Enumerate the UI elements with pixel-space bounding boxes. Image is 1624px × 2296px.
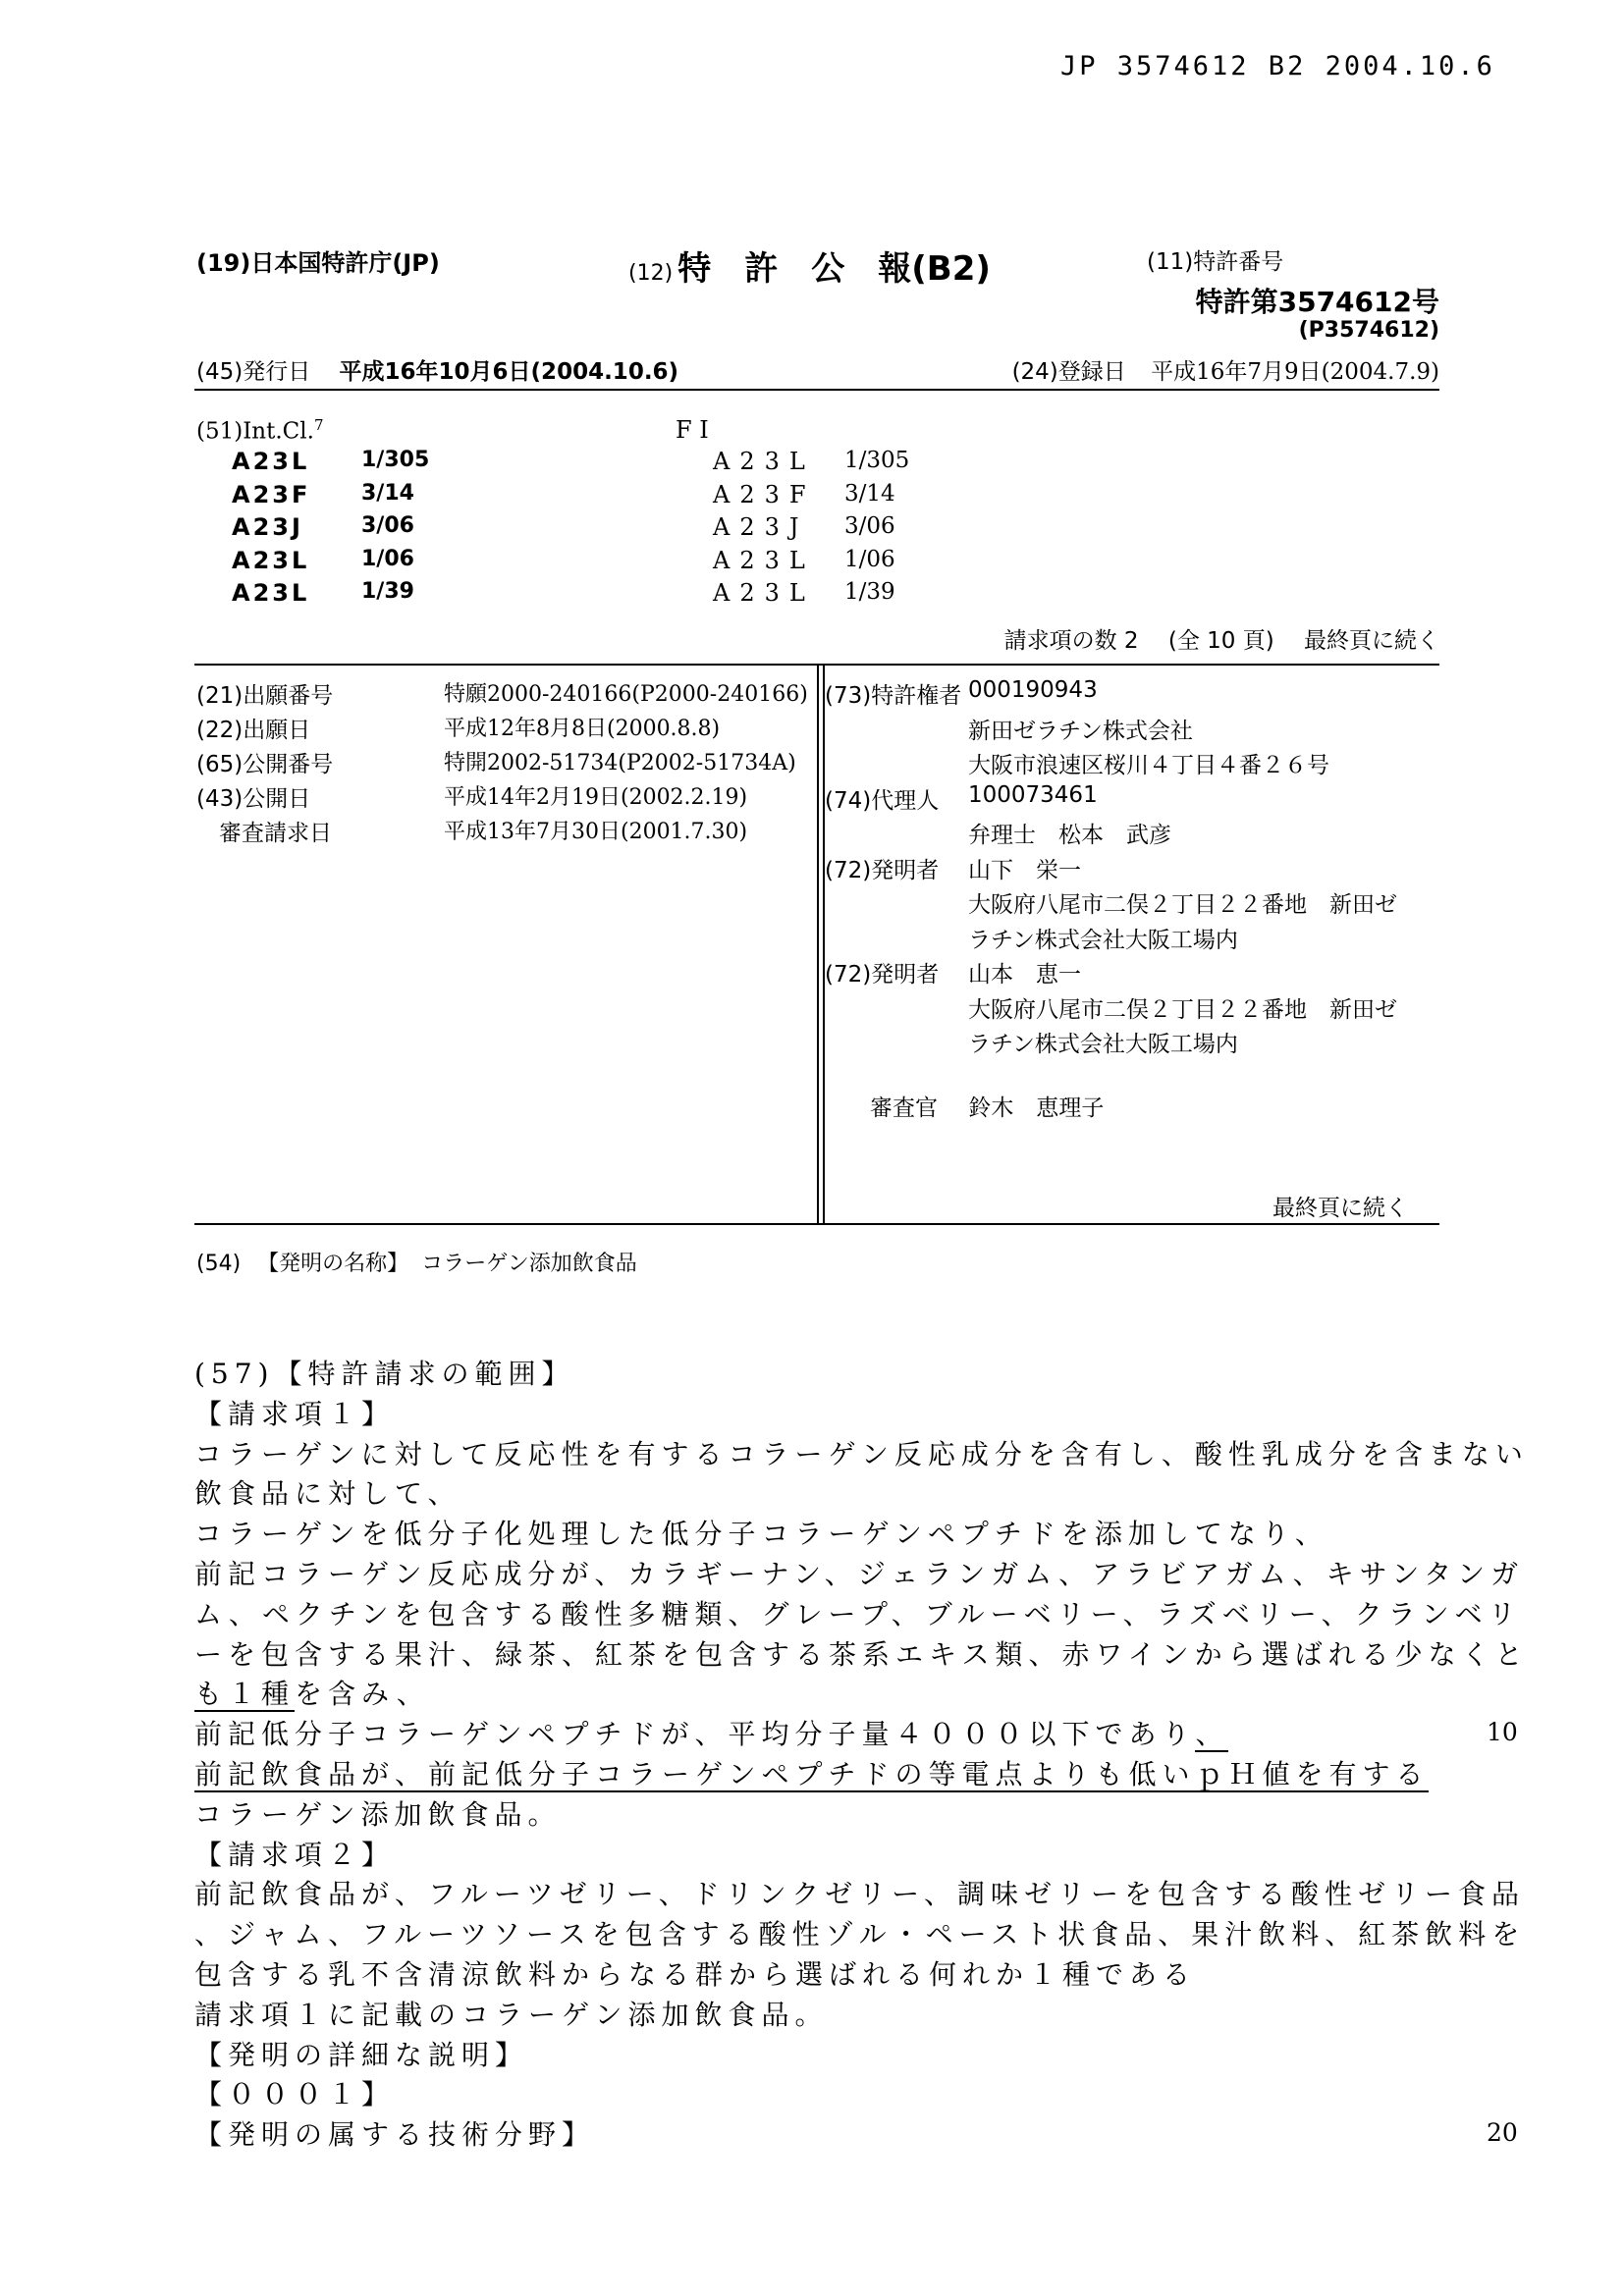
party-row bbox=[825, 713, 1434, 748]
classification-row bbox=[232, 513, 1439, 547]
header-rule bbox=[194, 389, 1439, 391]
fi-subclass: 1/305 bbox=[844, 448, 910, 473]
body-line: 【請求項２】 bbox=[194, 1838, 396, 1871]
body-line: (57)【特許請求の範囲】 bbox=[194, 1358, 575, 1390]
patent-number-label: (11)特許番号 bbox=[1147, 249, 1284, 275]
patent-office: (19)日本国特許庁(JP) bbox=[196, 249, 440, 277]
body-line: ーを包含する果汁、緑茶、紅茶を包含する茶系エキス類、赤ワインから選ばれる少なくと bbox=[194, 1637, 1529, 1671]
classification-row bbox=[232, 448, 1439, 481]
intcl-subclass: 1/39 bbox=[361, 579, 414, 604]
line-number-10: 10 bbox=[1487, 1718, 1518, 1746]
intcl-subclass: 3/06 bbox=[361, 513, 414, 538]
body-line: 【発明の詳細な説明】 bbox=[194, 2038, 529, 2071]
fi-class: A23L bbox=[713, 546, 815, 574]
body-line: コラーゲンに対して反応性を有するコラーゲン反応成分を含有し、酸性乳成分を含まない bbox=[194, 1437, 1529, 1470]
amended-text: 前記飲食品が、前記低分子コラーゲンペプチドの等電点よりも低いｐＨ値を有する bbox=[194, 1757, 1430, 1790]
application-info bbox=[196, 677, 815, 849]
claims-count: 請求項の数 2 (全 10 頁) 最終頁に続く bbox=[1003, 628, 1439, 654]
invention-title-label: 【発明の名称】 bbox=[257, 1252, 409, 1276]
application-label: (22)出願日 bbox=[196, 718, 311, 743]
body-line: 、ジャム、フルーツソースを包含する酸性ゾル・ペースト状食品、果汁飲料、紅茶飲料を bbox=[194, 1918, 1526, 1951]
party-row bbox=[825, 747, 1434, 782]
registration-date-label: (24)登録日 bbox=[1011, 359, 1126, 385]
body-line: 【請求項１】 bbox=[194, 1397, 396, 1430]
party-row bbox=[825, 1026, 1434, 1061]
classification-row bbox=[232, 579, 1439, 613]
party-value: ラチン株式会社大阪工場内 bbox=[968, 927, 1238, 953]
patent-number: 特許第3574612号 bbox=[1195, 286, 1439, 318]
party-label: (72)発明者 bbox=[825, 962, 940, 988]
application-value: 平成14年2月19日(2002.2.19) bbox=[444, 785, 748, 810]
fi-subclass: 3/14 bbox=[844, 480, 895, 507]
application-label: (43)公開日 bbox=[196, 786, 311, 812]
patent-code: (P3574612) bbox=[1298, 318, 1439, 343]
intcl-label: (51)Int.Cl. bbox=[196, 418, 314, 445]
application-label: (21)出願番号 bbox=[196, 683, 334, 709]
classification-row bbox=[232, 481, 1439, 514]
fi-label: F I bbox=[676, 416, 709, 444]
box-bottom-rule bbox=[194, 1223, 1439, 1225]
party-row bbox=[825, 852, 1434, 887]
fi-subclass: 1/39 bbox=[844, 579, 895, 605]
column-divider-left bbox=[817, 666, 819, 1223]
party-row bbox=[825, 677, 1434, 713]
body-line: 【０００１】 bbox=[194, 2078, 396, 2111]
application-value: 平成13年7月30日(2001.7.30) bbox=[444, 820, 748, 844]
body-line: 前記飲食品が、フルーツゼリー、ドリンクゼリー、調味ゼリーを包含する酸性ゼリー食品 bbox=[194, 1878, 1525, 1911]
party-value: 大阪府八尾市二俣２丁目２２番地 新田ゼ bbox=[968, 996, 1397, 1023]
issue-date-row bbox=[196, 353, 678, 386]
application-label: (65)公開番号 bbox=[196, 752, 334, 777]
examiner-row bbox=[870, 1090, 1104, 1122]
fi-class: A23L bbox=[713, 448, 815, 475]
body-line: 【発明の属する技術分野】 bbox=[194, 2118, 596, 2152]
fi-class: A23F bbox=[713, 480, 816, 508]
intcl-subclass: 1/06 bbox=[361, 546, 414, 571]
intcl-subclass: 3/14 bbox=[361, 480, 414, 506]
party-row bbox=[825, 782, 1434, 818]
claims-body bbox=[194, 1355, 1529, 2156]
body-line: コラーゲンを低分子化処理した低分子コラーゲンペプチドを添加してなり、 bbox=[194, 1518, 1328, 1551]
body-line: も１種を含み、 bbox=[194, 1678, 430, 1711]
classification-row bbox=[232, 547, 1439, 580]
party-value: ラチン株式会社大阪工場内 bbox=[968, 1032, 1238, 1057]
classification-table bbox=[232, 448, 1439, 613]
party-value: 弁理士 松本 武彦 bbox=[968, 823, 1171, 848]
application-value: 特開2002-51734(P2002-51734A) bbox=[444, 751, 796, 775]
party-value: 新田ゼラチン株式会社 bbox=[968, 718, 1193, 744]
intcl-class: A23F bbox=[232, 480, 311, 508]
invention-title: コラーゲン添加飲食品 bbox=[421, 1252, 637, 1276]
party-row bbox=[825, 817, 1434, 852]
party-label: (73)特許権者 bbox=[825, 683, 962, 709]
application-label: 審査請求日 bbox=[196, 821, 332, 846]
publication-kind-title: 特 許 公 報(B2) bbox=[677, 249, 991, 289]
publication-kind bbox=[628, 241, 991, 290]
application-row bbox=[196, 677, 815, 712]
body-line: 請求項１に記載のコラーゲン添加飲食品。 bbox=[194, 1998, 829, 2031]
application-value: 平成12年8月8日(2000.8.8) bbox=[444, 717, 721, 741]
body-line: コラーゲン添加飲食品。 bbox=[194, 1797, 562, 1831]
intcl-class: A23L bbox=[232, 546, 310, 574]
issue-date: 平成16年10月6日(2004.10.6) bbox=[339, 359, 679, 385]
application-value: 特願2000-240166(P2000-240166) bbox=[444, 682, 808, 707]
intcl-class: A23L bbox=[232, 579, 310, 607]
fi-subclass: 1/06 bbox=[844, 546, 895, 572]
line-number-20: 20 bbox=[1487, 2118, 1518, 2147]
issue-date-label: (45)発行日 bbox=[196, 359, 311, 385]
invention-title-number: (54) bbox=[196, 1252, 242, 1276]
application-row bbox=[196, 780, 815, 815]
party-value: 000190943 bbox=[968, 677, 1098, 703]
party-value: 100073461 bbox=[968, 781, 1098, 808]
intcl-class: A23J bbox=[232, 513, 303, 541]
publication-kind-number: (12) bbox=[628, 261, 674, 286]
party-label: (72)発明者 bbox=[825, 857, 940, 883]
continued-note: 最終頁に続く bbox=[1272, 1196, 1408, 1221]
party-label: (74)代理人 bbox=[825, 787, 940, 814]
intcl-subclass: 1/305 bbox=[361, 448, 430, 472]
invention-title-row bbox=[196, 1247, 637, 1277]
party-row bbox=[825, 922, 1434, 957]
document-id: JP 3574612 B2 2004.10.6 bbox=[1060, 51, 1495, 81]
party-row bbox=[825, 991, 1434, 1027]
body-line: 飲食品に対して、 bbox=[194, 1477, 461, 1511]
application-row bbox=[196, 815, 815, 849]
registration-date: 平成16年7月9日(2004.7.9) bbox=[1151, 359, 1439, 385]
body-line: 包含する乳不含清涼飲料からなる群から選ばれる何れか１種である bbox=[194, 1957, 1197, 1991]
party-row bbox=[825, 886, 1434, 922]
examiner-label: 審査官 bbox=[870, 1095, 938, 1121]
party-value: 大阪市浪速区桜川４丁目４番２６号 bbox=[968, 753, 1329, 778]
body-line: 前記コラーゲン反応成分が、カラギーナン、ジェランガム、アラビアガム、キサンタンガ bbox=[194, 1557, 1525, 1590]
registration-date-row bbox=[1012, 353, 1439, 386]
intcl-label-wrap bbox=[196, 416, 323, 445]
party-value: 山本 恵一 bbox=[968, 962, 1081, 988]
body-line bbox=[194, 1755, 1529, 1795]
fi-subclass: 3/06 bbox=[844, 513, 895, 539]
amended-text: 、 bbox=[1195, 1718, 1229, 1751]
amended-text: も１種 bbox=[194, 1678, 296, 1711]
party-value: 山下 栄一 bbox=[968, 857, 1081, 883]
intcl-class: A23L bbox=[232, 448, 310, 475]
examiner-name: 鈴木 恵理子 bbox=[968, 1095, 1105, 1121]
application-row bbox=[196, 746, 815, 780]
fi-class: A23J bbox=[713, 513, 809, 541]
fi-class: A23L bbox=[713, 579, 815, 607]
application-row bbox=[196, 712, 815, 746]
intcl-edition: 7 bbox=[313, 416, 324, 434]
party-info bbox=[825, 677, 1434, 1061]
body-line: ム、ペクチンを包含する酸性多糖類、グレープ、ブルーベリー、ラズベリー、クランベリ bbox=[194, 1597, 1522, 1630]
body-line: 前記低分子コラーゲンペプチドが、平均分子量４０００以下であり、 bbox=[194, 1718, 1229, 1751]
party-row bbox=[825, 956, 1434, 991]
party-value: 大阪府八尾市二俣２丁目２２番地 新田ゼ bbox=[968, 892, 1397, 918]
